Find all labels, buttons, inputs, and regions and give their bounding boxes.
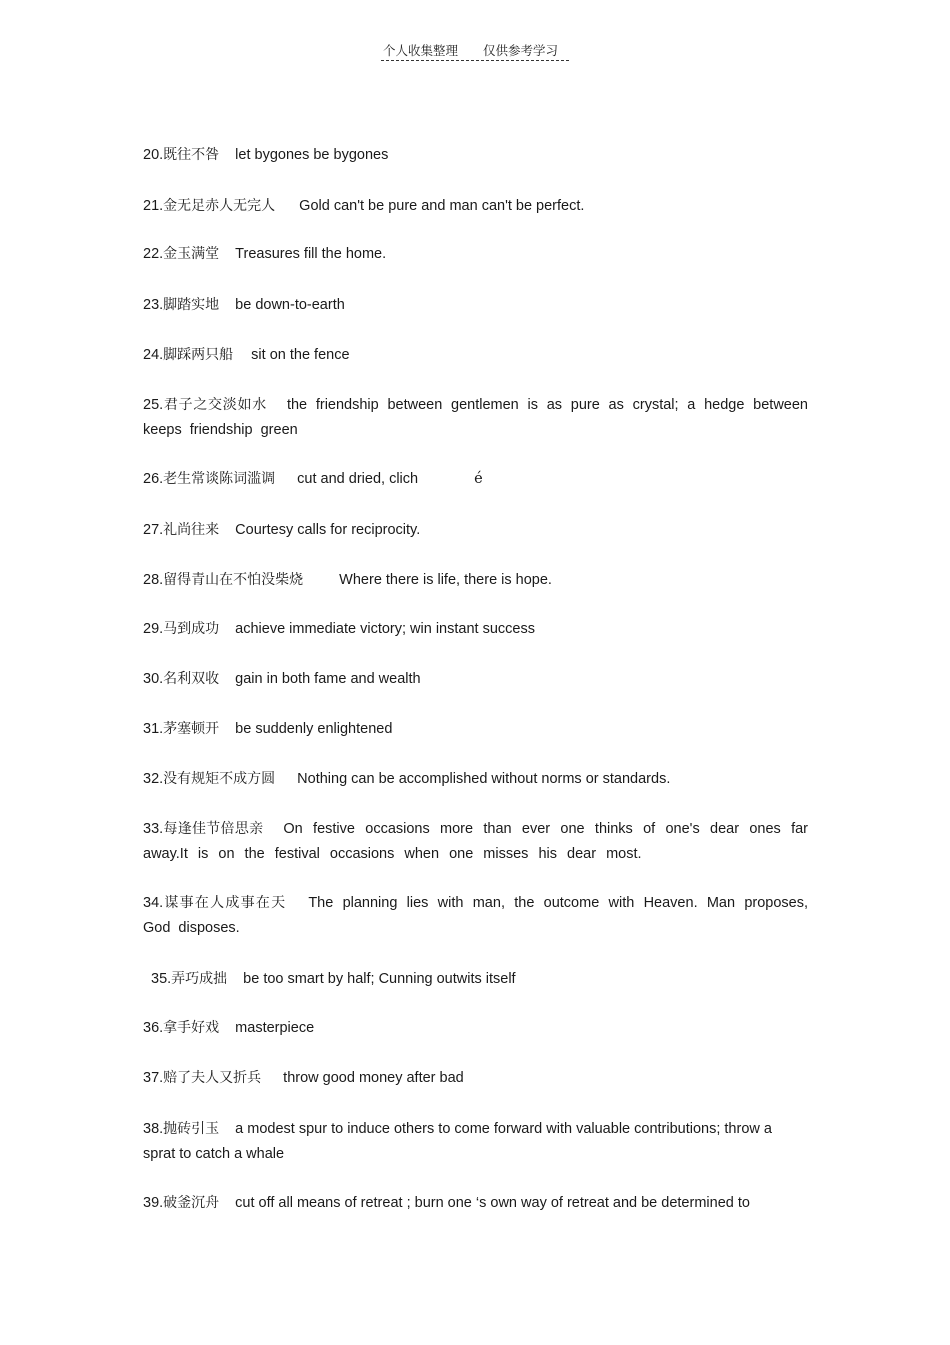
idiom-entry: [143, 518, 808, 543]
entry-chinese: 脚踩两只船: [163, 347, 234, 363]
entry-chinese: 没有规矩不成方圆: [163, 771, 276, 787]
idiom-entry: [143, 293, 808, 318]
idiom-entry: [151, 967, 816, 992]
idiom-entry: [143, 1117, 808, 1167]
entry-number: 33.: [143, 821, 164, 837]
idiom-entry: [143, 667, 808, 692]
entry-english: sit on the fence: [251, 347, 350, 363]
entry-english: Courtesy calls for reciprocity.: [235, 522, 421, 538]
entry-english: be down-to-earth: [235, 297, 345, 313]
idiom-entry: [143, 817, 808, 867]
idiom-entry: [143, 717, 808, 742]
idiom-entry: [143, 1066, 808, 1091]
entry-chinese: 马到成功: [163, 621, 220, 637]
entry-number: 36.: [143, 1020, 164, 1036]
entry-number: 30.: [143, 671, 164, 687]
idiom-entry: [143, 242, 808, 267]
entry-number: 32.: [143, 771, 164, 787]
entry-english: gain in both fame and wealth: [235, 671, 421, 687]
idiom-entry: [143, 568, 808, 593]
entry-english: be too smart by half; Cunning outwits itself: [243, 971, 516, 987]
entry-number: 39.: [143, 1195, 164, 1211]
entry-english: The planning lies with man, the outcome with Heaven. Man proposes, God disposes.: [143, 895, 809, 936]
entry-chinese: 金玉满堂: [163, 246, 220, 262]
idiom-entry: [143, 343, 808, 368]
entry-chinese: 既往不咎: [163, 147, 220, 163]
entry-chinese: 君子之交淡如水: [163, 397, 267, 413]
entry-chinese: 名利双收: [163, 671, 220, 687]
entry-english: On festive occasions more than ever one thinks of one's dear ones far away.It is on the festival occasions when one misses his dear most.: [143, 821, 809, 862]
entry-number: 38.: [143, 1121, 164, 1137]
entry-english: Gold can't be pure and man can't be perfect.: [299, 198, 585, 214]
entry-number: 35.: [151, 971, 172, 987]
header-left-text: 个人收集整理: [383, 43, 459, 58]
entry-number: 27.: [143, 522, 164, 538]
idiom-entry: [143, 1191, 808, 1216]
entry-english: masterpiece: [235, 1020, 315, 1036]
entry-english: a modest spur to induce others to come forward with valuable contributions; throw a sprat to catch a whale: [143, 1121, 772, 1162]
entry-number: 22.: [143, 246, 164, 262]
entry-number: 23.: [143, 297, 164, 313]
idiom-entry: [143, 1016, 808, 1041]
entry-number: 20.: [143, 147, 164, 163]
page-header: [381, 38, 569, 61]
entry-english: Where there is life, there is hope.: [339, 572, 552, 588]
entry-chinese: 留得青山在不怕没柴烧: [163, 572, 304, 588]
entry-english: cut and dried, clich: [297, 471, 419, 487]
entry-english-accent: é: [474, 471, 483, 487]
entry-number: 37.: [143, 1070, 164, 1086]
entry-chinese: 赔了夫人又折兵: [163, 1070, 262, 1086]
entry-number: 34.: [143, 895, 164, 911]
entry-english: be suddenly enlightened: [235, 721, 393, 737]
idiom-entry: [143, 393, 808, 443]
entry-english: let bygones be bygones: [235, 147, 389, 163]
idiom-entry: [143, 767, 808, 792]
entry-english: achieve immediate victory; win instant success: [235, 621, 535, 637]
header-right-text: 仅供参考学习: [483, 43, 559, 58]
entry-number: 26.: [143, 471, 164, 487]
entry-number: 29.: [143, 621, 164, 637]
entry-chinese: 拿手好戏: [163, 1020, 220, 1036]
idiom-entry: [143, 891, 808, 941]
entry-chinese: 弄巧成拙: [171, 971, 228, 987]
entry-number: 21.: [143, 198, 164, 214]
entry-chinese: 老生常谈陈词滥调: [163, 471, 276, 487]
idiom-entry: [143, 194, 808, 219]
entry-english: the friendship between gentlemen is as pure as crystal; a hedge between keeps friendship green: [143, 397, 808, 438]
entry-number: 28.: [143, 572, 164, 588]
entry-number: 31.: [143, 721, 164, 737]
entry-chinese: 茅塞顿开: [163, 721, 220, 737]
entry-chinese: 谋事在人成事在天: [163, 895, 287, 911]
idiom-entry: [143, 143, 808, 168]
entry-chinese: 破釜沉舟: [163, 1195, 220, 1211]
entry-english: cut off all means of retreat ; burn one ‘s own way of retreat and be determined to: [235, 1195, 750, 1211]
entry-chinese: 每逢佳节倍思亲: [163, 821, 264, 837]
entry-english: throw good money after bad: [283, 1070, 464, 1086]
entry-chinese: 抛砖引玉: [163, 1121, 220, 1137]
idiom-entry: [143, 467, 808, 492]
entry-english: Nothing can be accomplished without norms or standards.: [297, 771, 671, 787]
entry-number: 24.: [143, 347, 164, 363]
idiom-entry: [143, 617, 808, 642]
entry-chinese: 礼尚往来: [163, 522, 220, 538]
entry-chinese: 金无足赤人无完人: [163, 198, 276, 214]
entry-number: 25.: [143, 397, 164, 413]
entry-chinese: 脚踏实地: [163, 297, 220, 313]
entry-english: Treasures fill the home.: [235, 246, 387, 262]
